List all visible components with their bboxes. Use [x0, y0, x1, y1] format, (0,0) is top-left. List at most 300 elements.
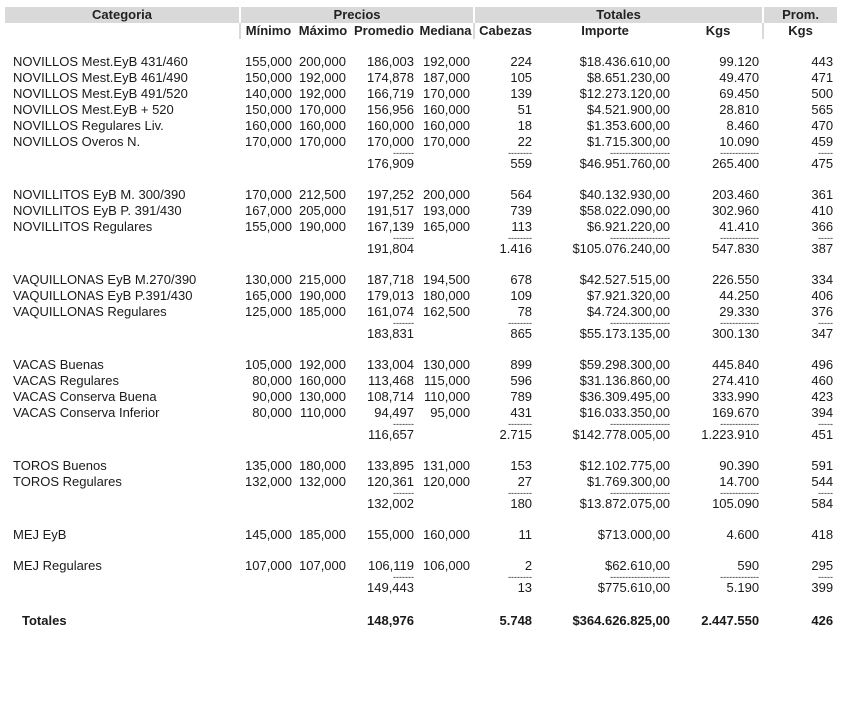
avg-kgs-cell: 565	[811, 102, 834, 117]
separator-prom: -----	[818, 574, 834, 580]
table-row	[5, 118, 837, 134]
table-row	[5, 70, 837, 86]
amount-cell: $775.610,00	[597, 580, 671, 595]
avg-price-cell: 113,468	[367, 373, 414, 388]
max-price-cell: 132,000	[299, 474, 346, 489]
category-cell: VACAS Regulares	[13, 373, 119, 388]
header-kgs: Kgs	[674, 23, 763, 39]
head-count-cell: 22	[517, 134, 533, 149]
separator-cabezas: --------	[508, 235, 533, 241]
header-maximo: Máximo	[296, 23, 350, 39]
median-price-cell: 170,000	[423, 86, 471, 101]
table-row	[5, 304, 837, 320]
separator-kgs: -------------	[720, 320, 760, 326]
head-count-cell: 27	[517, 474, 533, 489]
kgs-cell: 4.600	[726, 527, 760, 542]
table-body	[5, 39, 837, 631]
kgs-cell: 41.410	[719, 219, 760, 234]
separator-cabezas: --------	[508, 320, 533, 326]
median-price-cell: 115,000	[424, 373, 471, 388]
head-count-cell: 109	[510, 288, 533, 303]
avg-price-cell: 170,000	[367, 134, 414, 149]
avg-price-cell: 133,004	[367, 357, 414, 372]
amount-cell: $40.132.930,00	[579, 187, 671, 202]
table-row	[5, 558, 837, 574]
amount-cell: $6.921.220,00	[586, 219, 671, 234]
head-count-cell: 153	[510, 458, 533, 473]
table-row	[5, 389, 837, 405]
empty-cell	[418, 611, 474, 631]
market-prices-table	[5, 7, 837, 631]
category-cell: NOVILLITOS Regulares	[13, 219, 153, 234]
kgs-cell: 44.250	[719, 288, 760, 303]
min-price-cell: 165,000	[245, 288, 292, 303]
max-price-cell: 215,000	[299, 272, 346, 287]
category-cell: VAQUILLONAS EyB M.270/390	[13, 272, 197, 287]
separator-prom: -----	[818, 235, 834, 241]
table-row	[5, 134, 837, 150]
subtotal-empty	[5, 496, 350, 512]
avg-price-cell: 108,714	[367, 389, 414, 404]
avg-kgs-cell: 423	[811, 389, 834, 404]
amount-cell: $7.921.320,00	[586, 288, 671, 303]
kgs-cell: 2.447.550	[701, 613, 760, 628]
avg-kgs-cell: 334	[811, 272, 834, 287]
avg-kgs-cell: 500	[811, 86, 834, 101]
head-count-cell: 224	[510, 54, 533, 69]
separator-cabezas: --------	[508, 490, 533, 496]
separator-prom: -----	[818, 320, 834, 326]
head-count-cell: 431	[510, 405, 533, 420]
header-prom: Prom.	[763, 7, 837, 23]
kgs-cell: 5.190	[726, 580, 760, 595]
kgs-cell: 547.830	[712, 241, 760, 256]
avg-kgs-cell: 376	[811, 304, 834, 319]
avg-price-cell: 160,000	[367, 118, 414, 133]
table-row	[5, 272, 837, 288]
spacer-cell	[5, 443, 837, 458]
header-categoria: Categoria	[5, 7, 240, 23]
min-price-cell: 155,000	[245, 219, 292, 234]
amount-cell: $1.715.300,00	[586, 134, 671, 149]
amount-cell: $42.527.515,00	[579, 272, 671, 287]
median-price-cell: 192,000	[423, 54, 471, 69]
table-row	[5, 405, 837, 421]
head-count-cell: 2.715	[499, 427, 533, 442]
avg-kgs-cell: 361	[811, 187, 834, 202]
head-count-cell: 596	[510, 373, 533, 388]
avg-kgs-cell: 426	[811, 613, 834, 628]
subtotal-empty	[5, 326, 350, 342]
category-cell: NOVILLOS Mest.EyB 461/490	[13, 70, 188, 85]
amount-cell: $55.173.135,00	[579, 326, 671, 341]
spacer-row	[5, 39, 837, 54]
kgs-cell: 28.810	[719, 102, 760, 117]
min-price-cell: 167,000	[245, 203, 292, 218]
subtotal-empty	[5, 427, 350, 443]
avg-price-cell: 191,804	[367, 241, 414, 256]
median-price-cell: 165,000	[423, 219, 471, 234]
amount-cell: $105.076.240,00	[572, 241, 671, 256]
median-price-cell: 131,000	[423, 458, 471, 473]
avg-price-cell: 174,878	[367, 70, 414, 85]
category-cell: VAQUILLONAS EyB P.391/430	[13, 288, 193, 303]
header-cabezas: Cabezas	[474, 23, 536, 39]
median-price-cell: 193,000	[423, 203, 471, 218]
header-minimo: Mínimo	[240, 23, 296, 39]
amount-cell: $713.000,00	[597, 527, 671, 542]
head-count-cell: 899	[510, 357, 533, 372]
min-price-cell: 105,000	[245, 357, 292, 372]
avg-price-cell: 183,831	[367, 326, 414, 341]
min-price-cell: 132,000	[245, 474, 292, 489]
category-cell: VAQUILLONAS Regulares	[13, 304, 167, 319]
min-price-cell: 150,000	[245, 102, 292, 117]
amount-cell: $12.102.775,00	[579, 458, 671, 473]
table-row	[5, 102, 837, 118]
header-mediana: Mediana	[418, 23, 474, 39]
kgs-cell: 99.120	[719, 54, 760, 69]
amount-cell: $8.651.230,00	[586, 70, 671, 85]
subtotal-row	[5, 326, 837, 342]
category-cell: MEJ EyB	[13, 527, 67, 542]
head-count-cell: 113	[511, 219, 533, 234]
head-count-cell: 564	[510, 187, 533, 202]
head-count-cell: 2	[524, 558, 533, 573]
subtotal-row	[5, 241, 837, 257]
kgs-cell: 445.840	[712, 357, 760, 372]
category-cell: VACAS Conserva Buena	[13, 389, 157, 404]
kgs-cell: 203.460	[712, 187, 760, 202]
head-count-cell: 5.748	[499, 613, 533, 628]
avg-kgs-cell: 475	[811, 156, 834, 171]
amount-cell: $46.951.760,00	[579, 156, 671, 171]
max-price-cell: 185,000	[299, 304, 346, 319]
table-row	[5, 203, 837, 219]
max-price-cell: 205,000	[299, 203, 346, 218]
kgs-cell: 1.223.910	[701, 427, 760, 442]
min-price-cell: 125,000	[245, 304, 292, 319]
amount-cell: $364.626.825,00	[572, 613, 671, 628]
separator-promedio: -------	[393, 235, 414, 241]
category-cell: MEJ Regulares	[13, 558, 102, 573]
min-price-cell: 145,000	[245, 527, 292, 542]
avg-kgs-cell: 410	[811, 203, 834, 218]
amount-cell: $59.298.300,00	[579, 357, 671, 372]
avg-price-cell: 167,139	[367, 219, 414, 234]
avg-kgs-cell: 347	[811, 326, 834, 341]
table-row	[5, 357, 837, 373]
kgs-cell: 105.090	[712, 496, 760, 511]
header-precios: Precios	[240, 7, 474, 23]
max-price-cell: 160,000	[299, 373, 346, 388]
spacer-cell	[5, 172, 837, 187]
avg-kgs-cell: 295	[811, 558, 834, 573]
category-cell: VACAS Conserva Inferior	[13, 405, 160, 420]
head-count-cell: 678	[510, 272, 533, 287]
head-count-cell: 1.416	[499, 241, 533, 256]
spacer-row	[5, 257, 837, 272]
subtotal-row	[5, 427, 837, 443]
kgs-cell: 10.090	[719, 134, 760, 149]
median-price-cell: 120,000	[423, 474, 471, 489]
avg-price-cell: 179,013	[367, 288, 414, 303]
avg-price-cell: 166,719	[367, 86, 414, 101]
kgs-cell: 302.960	[712, 203, 760, 218]
median-price-cell: 187,000	[423, 70, 471, 85]
table-row	[5, 373, 837, 389]
avg-price-cell: 106,119	[367, 558, 414, 573]
median-price-cell: 170,000	[423, 134, 471, 149]
head-count-cell: 139	[510, 86, 533, 101]
header-prom-kgs: Kgs	[763, 23, 837, 39]
amount-cell: $12.273.120,00	[579, 86, 671, 101]
kgs-cell: 226.550	[712, 272, 760, 287]
separator-prom: -----	[818, 490, 834, 496]
min-price-cell: 90,000	[252, 389, 292, 404]
min-price-cell: 170,000	[245, 187, 292, 202]
amount-cell: $36.309.495,00	[579, 389, 671, 404]
min-price-cell: 160,000	[245, 118, 292, 133]
kgs-cell: 69.450	[719, 86, 760, 101]
category-cell: NOVILLITOS EyB M. 300/390	[13, 187, 186, 202]
avg-kgs-cell: 460	[811, 373, 834, 388]
category-cell: VACAS Buenas	[13, 357, 104, 372]
head-count-cell: 789	[510, 389, 533, 404]
subtotal-empty	[5, 241, 350, 257]
max-price-cell: 160,000	[299, 118, 346, 133]
kgs-cell: 14.700	[719, 474, 760, 489]
table-row	[5, 527, 837, 543]
header-empty	[5, 23, 240, 39]
spacer-cell	[5, 257, 837, 272]
separator-prom: -----	[818, 150, 834, 156]
min-price-cell: 135,000	[245, 458, 292, 473]
median-price-cell: 130,000	[423, 357, 471, 372]
max-price-cell: 192,000	[299, 357, 346, 372]
avg-kgs-cell: 399	[811, 580, 834, 595]
separator-prom: -----	[818, 421, 834, 427]
kgs-cell: 590	[737, 558, 760, 573]
separator-kgs: -------------	[720, 421, 760, 427]
separator-cabezas: --------	[508, 574, 533, 580]
table-row	[5, 86, 837, 102]
max-price-cell: 190,000	[299, 288, 346, 303]
kgs-cell: 90.390	[719, 458, 760, 473]
spacer-cell	[5, 543, 837, 558]
separator-importe: --------------------	[610, 421, 671, 427]
avg-kgs-cell: 471	[811, 70, 834, 85]
median-price-cell: 106,000	[423, 558, 471, 573]
spacer-row	[5, 596, 837, 611]
avg-kgs-cell: 544	[811, 474, 834, 489]
max-price-cell: 180,000	[299, 458, 346, 473]
amount-cell: $58.022.090,00	[579, 203, 671, 218]
spacer-row	[5, 512, 837, 527]
head-count-cell: 78	[517, 304, 533, 319]
median-price-cell: 160,000	[423, 527, 471, 542]
min-price-cell: 80,000	[252, 373, 292, 388]
empty-cell	[418, 496, 474, 512]
separator-importe: --------------------	[610, 320, 671, 326]
min-price-cell: 150,000	[245, 70, 292, 85]
empty-cell	[418, 156, 474, 172]
table-row	[5, 458, 837, 474]
amount-cell: $18.436.610,00	[579, 54, 671, 69]
category-cell: NOVILLOS Regulares Liv.	[13, 118, 164, 133]
subtotal-row	[5, 580, 837, 596]
spacer-row	[5, 172, 837, 187]
category-cell: NOVILLOS Mest.EyB + 520	[13, 102, 174, 117]
amount-cell: $1.769.300,00	[586, 474, 671, 489]
min-price-cell: 80,000	[252, 405, 292, 420]
empty-cell	[418, 427, 474, 443]
median-price-cell: 110,000	[424, 389, 471, 404]
kgs-cell: 274.410	[712, 373, 760, 388]
avg-price-cell: 116,657	[367, 427, 414, 442]
separator-promedio: -------	[393, 421, 414, 427]
category-cell: NOVILLOS Mest.EyB 431/460	[13, 54, 188, 69]
table-row	[5, 474, 837, 490]
avg-price-cell: 187,718	[367, 272, 414, 287]
amount-cell: $4.521.900,00	[586, 102, 671, 117]
spacer-row	[5, 342, 837, 357]
category-cell: NOVILLITOS EyB P. 391/430	[13, 203, 182, 218]
separator-importe: --------------------	[610, 574, 671, 580]
avg-price-cell: 156,956	[367, 102, 414, 117]
min-price-cell: 170,000	[245, 134, 292, 149]
header-promedio: Promedio	[350, 23, 418, 39]
table-row	[5, 219, 837, 235]
table-row	[5, 288, 837, 304]
category-cell: NOVILLOS Overos N.	[13, 134, 141, 149]
kgs-cell: 265.400	[712, 156, 760, 171]
table-row	[5, 187, 837, 203]
category-cell: TOROS Buenos	[13, 458, 107, 473]
spacer-cell	[5, 342, 837, 357]
avg-kgs-cell: 591	[811, 458, 834, 473]
avg-price-cell: 161,074	[367, 304, 414, 319]
min-price-cell: 107,000	[245, 558, 292, 573]
avg-kgs-cell: 366	[811, 219, 834, 234]
spacer-row	[5, 443, 837, 458]
amount-cell: $4.724.300,00	[586, 304, 671, 319]
avg-kgs-cell: 496	[811, 357, 834, 372]
avg-kgs-cell: 584	[811, 496, 834, 511]
separator-kgs: -------------	[720, 574, 760, 580]
separator-kgs: -------------	[720, 490, 760, 496]
median-price-cell: 160,000	[423, 118, 471, 133]
min-price-cell: 130,000	[245, 272, 292, 287]
empty-cell	[418, 580, 474, 596]
amount-cell: $31.136.860,00	[579, 373, 671, 388]
empty-cell	[418, 241, 474, 257]
spacer-cell	[5, 596, 837, 611]
header-importe: Importe	[536, 23, 674, 39]
max-price-cell: 192,000	[299, 86, 346, 101]
avg-price-cell: 120,361	[367, 474, 414, 489]
avg-price-cell: 191,517	[367, 203, 414, 218]
avg-kgs-cell: 406	[811, 288, 834, 303]
kgs-cell: 49.470	[719, 70, 760, 85]
header-totales: Totales	[474, 7, 763, 23]
max-price-cell: 130,000	[299, 389, 346, 404]
avg-kgs-cell: 394	[811, 405, 834, 420]
separator-promedio: -------	[393, 490, 414, 496]
spacer-cell	[5, 39, 837, 54]
totals-label: Totales	[22, 613, 67, 628]
avg-price-cell: 148,976	[367, 613, 414, 628]
median-price-cell: 180,000	[423, 288, 471, 303]
totals-empty	[240, 611, 350, 631]
separator-cabezas: --------	[508, 421, 533, 427]
max-price-cell: 192,000	[299, 70, 346, 85]
separator-importe: --------------------	[610, 490, 671, 496]
subtotal-row	[5, 156, 837, 172]
head-count-cell: 11	[518, 527, 533, 542]
head-count-cell: 180	[510, 496, 533, 511]
amount-cell: $16.033.350,00	[579, 405, 671, 420]
median-price-cell: 194,500	[423, 272, 471, 287]
median-price-cell: 200,000	[423, 187, 471, 202]
max-price-cell: 110,000	[299, 405, 346, 420]
avg-price-cell: 94,497	[374, 405, 414, 420]
avg-kgs-cell: 470	[811, 118, 834, 133]
separator-kgs: -------------	[720, 235, 760, 241]
amount-cell: $13.872.075,00	[579, 496, 671, 511]
median-price-cell: 95,000	[430, 405, 471, 420]
avg-price-cell: 155,000	[367, 527, 414, 542]
max-price-cell: 170,000	[299, 102, 346, 117]
median-price-cell: 162,500	[423, 304, 471, 319]
subtotal-empty	[5, 580, 350, 596]
subtotal-empty	[5, 156, 350, 172]
min-price-cell: 155,000	[245, 54, 292, 69]
kgs-cell: 300.130	[712, 326, 760, 341]
avg-price-cell: 176,909	[367, 156, 414, 171]
spacer-row	[5, 543, 837, 558]
category-cell: NOVILLOS Mest.EyB 491/520	[13, 86, 188, 101]
max-price-cell: 212,500	[299, 187, 346, 202]
head-count-cell: 559	[510, 156, 533, 171]
separator-cabezas: --------	[508, 150, 533, 156]
head-count-cell: 18	[517, 118, 533, 133]
avg-kgs-cell: 387	[811, 241, 834, 256]
table-header	[5, 7, 837, 39]
amount-cell: $1.353.600,00	[586, 118, 671, 133]
empty-cell	[418, 326, 474, 342]
kgs-cell: 8.460	[726, 118, 760, 133]
kgs-cell: 169.670	[712, 405, 760, 420]
avg-price-cell: 186,003	[367, 54, 414, 69]
subtotal-row	[5, 496, 837, 512]
max-price-cell: 190,000	[299, 219, 346, 234]
table-row	[5, 54, 837, 70]
avg-kgs-cell: 451	[811, 427, 834, 442]
category-cell: TOROS Regulares	[13, 474, 122, 489]
amount-cell: $62.610,00	[604, 558, 671, 573]
separator-promedio: -------	[393, 150, 414, 156]
separator-kgs: -------------	[720, 150, 760, 156]
kgs-cell: 29.330	[719, 304, 760, 319]
totals-row	[5, 611, 837, 631]
max-price-cell: 107,000	[299, 558, 346, 573]
head-count-cell: 13	[517, 580, 533, 595]
max-price-cell: 185,000	[299, 527, 346, 542]
avg-kgs-cell: 443	[811, 54, 834, 69]
kgs-cell: 333.990	[712, 389, 760, 404]
avg-price-cell: 132,002	[367, 496, 414, 511]
